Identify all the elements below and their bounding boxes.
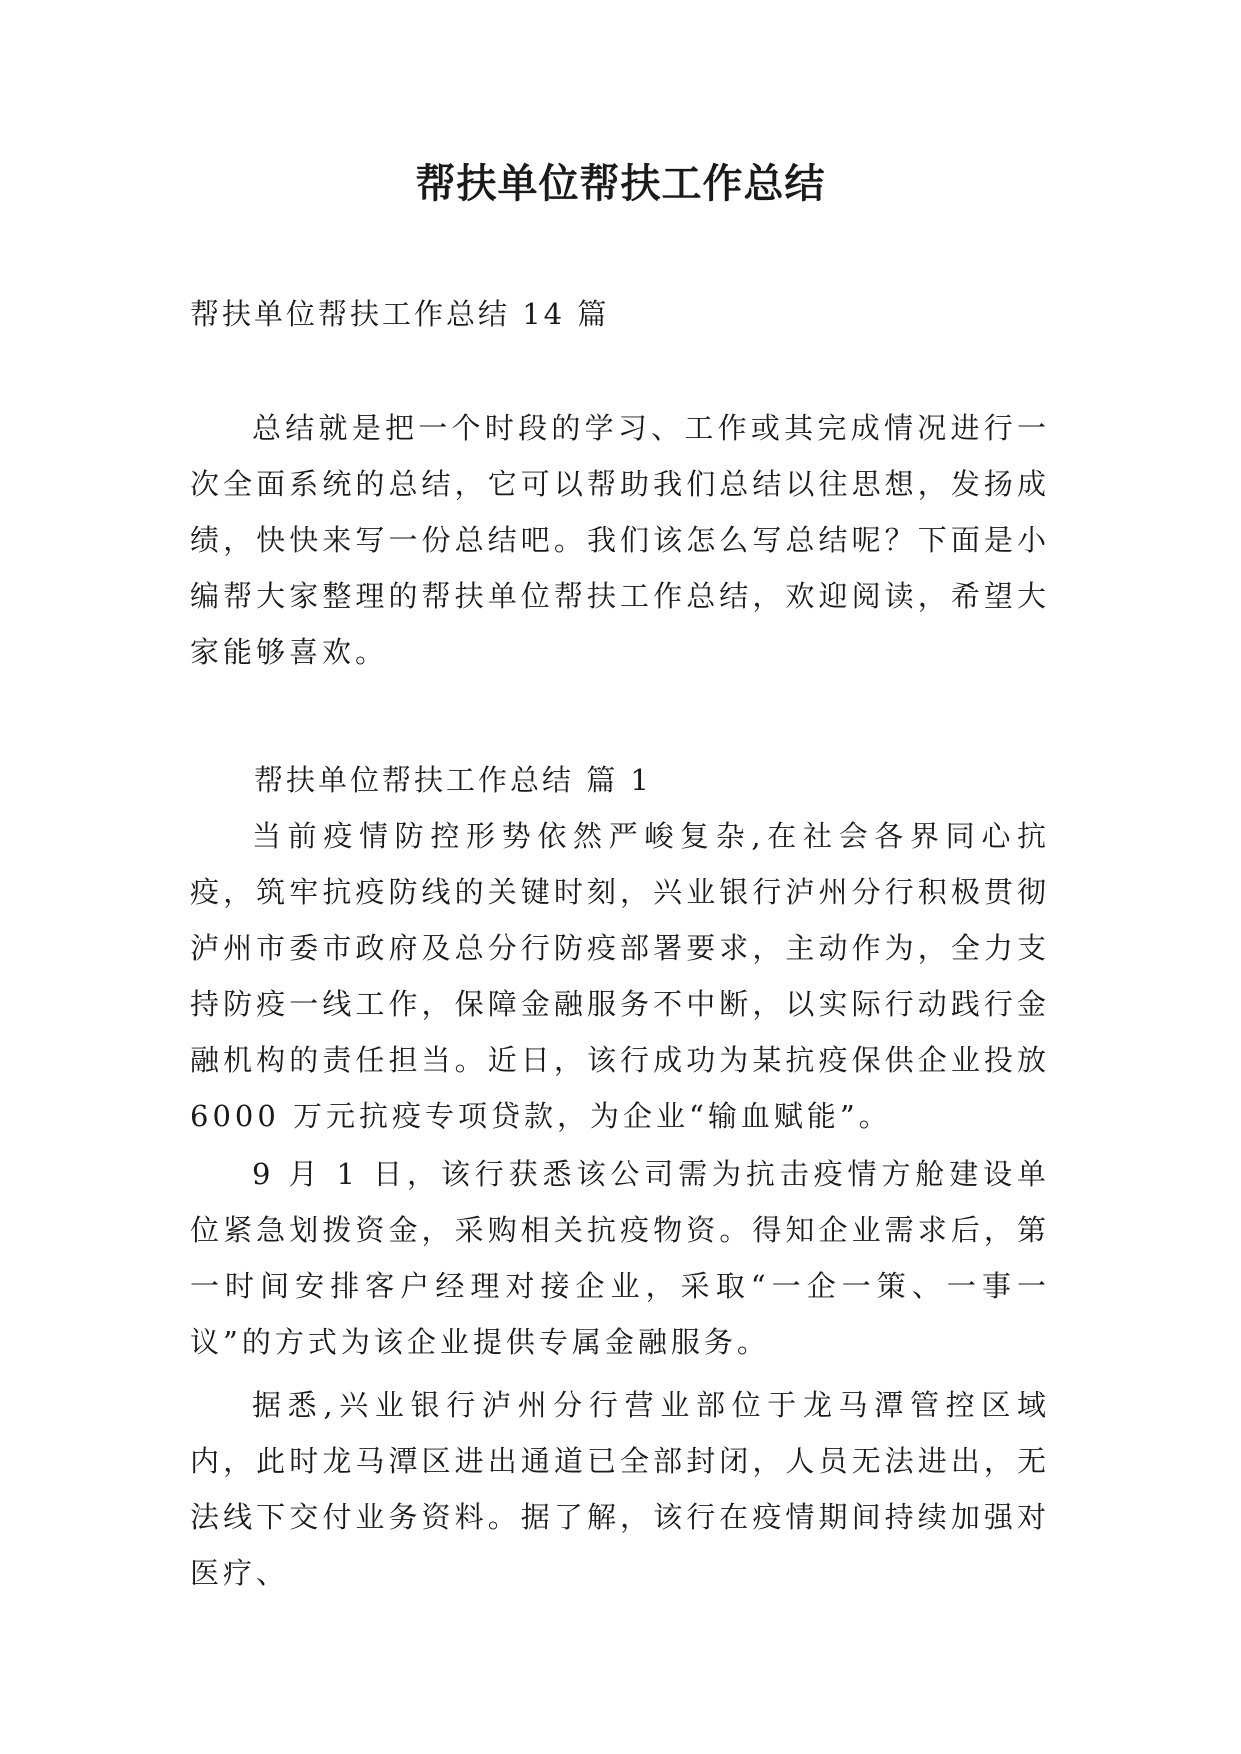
document-subtitle: 帮扶单位帮扶工作总结 14 篇 [190,297,610,331]
body-paragraph: 据悉,兴业银行泸州分行营业部位于龙马潭管控区域内，此时龙马潭区进出通道已全部封闭，人员无法进出，无法线下交付业务资料。据了解，该行在疫情期间持续加强对医疗、 [190,1388,1050,1590]
document-title: 帮扶单位帮扶工作总结 [415,161,826,207]
section-heading: 帮扶单位帮扶工作总结 篇 1 [254,763,652,797]
intro-paragraph: 总结就是把一个时段的学习、工作或其完成情况进行一次全面系统的总结，它可以帮助我们总结以往思想，发扬成绩，快快来写一份总结吧。我们该怎么写总结呢？下面是小编帮大家整理的帮扶单位帮扶工作总结，欢迎阅读，希望大家能够喜欢。 [190,411,1050,669]
body-paragraph: 9 月 1 日，该行获悉该公司需为抗击疫情方舱建设单位紧急划拨资金，采购相关抗疫物资。得知企业需求后，第一时间安排客户经理对接企业，采取“一企一策、一事一议”的方式为该企业提供专属金融服务。 [190,1157,1050,1359]
body-paragraph: 当前疫情防控形势依然严峻复杂,在社会各界同心抗疫，筑牢抗疫防线的关键时刻，兴业银行泸州分行积极贯彻泸州市委市政府及总分行防疫部署要求，主动作为，全力支持防疫一线工作，保障金融服务不中断，以实际行动践行金融机构的责任担当。近日，该行成功为某抗疫保供企业投放 6000 万元抗疫专项贷款，为企业“输血赋能”。 [190,819,1050,1133]
